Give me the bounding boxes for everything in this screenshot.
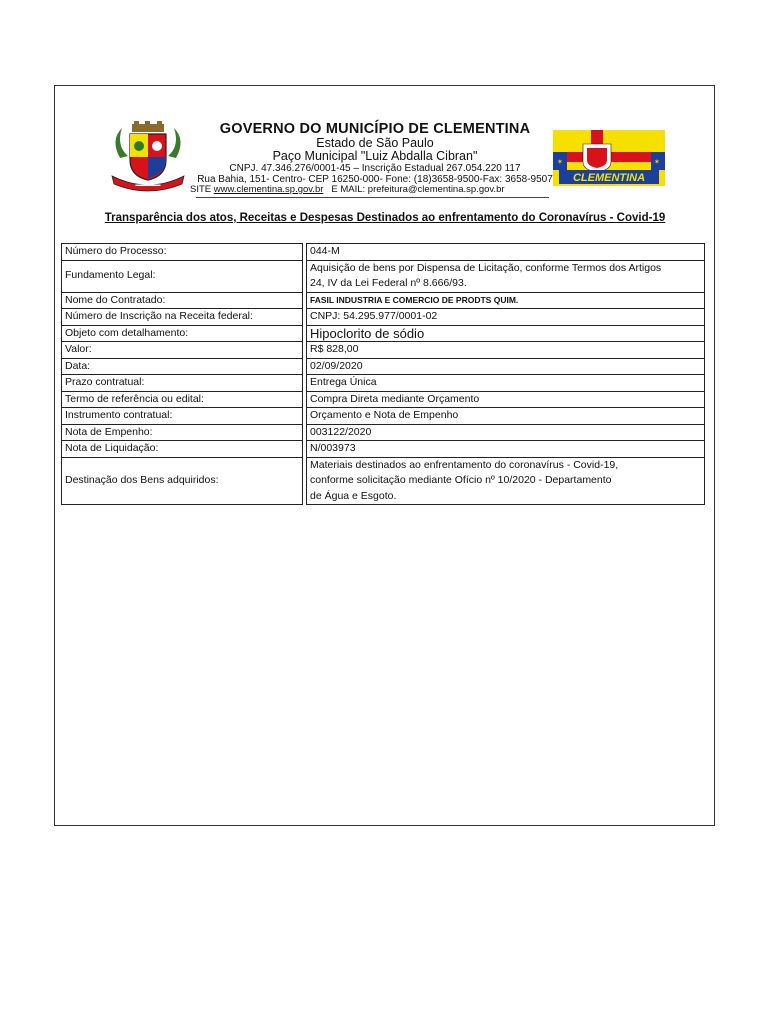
table-row — [62, 457, 705, 505]
table-row — [62, 309, 705, 326]
row-label: Fundamento Legal: — [62, 260, 303, 292]
svg-text:✶: ✶ — [654, 158, 660, 166]
row-value: Entrega Única — [307, 375, 705, 392]
table-row — [62, 391, 705, 408]
row-value — [307, 457, 705, 505]
value-line: Aquisição de bens por Dispensa de Licitação, conforme Termos dos Artigos — [310, 261, 662, 274]
row-value: 044-M — [307, 244, 705, 261]
header-address: Rua Bahia, 151- Centro- CEP 16250-000- Fone: (18)3658-9500-Fax: 3658-9507 — [197, 174, 553, 185]
site-link[interactable]: www.clementina.sp.gov.br — [213, 184, 324, 195]
row-value: 02/09/2020 — [307, 358, 705, 375]
row-value: Compra Direta mediante Orçamento — [307, 391, 705, 408]
table-row — [62, 424, 705, 441]
table-row — [62, 375, 705, 392]
table-row — [62, 325, 705, 342]
row-value: R$ 828,00 — [307, 342, 705, 359]
header-state: Estado de São Paulo — [316, 136, 434, 150]
header-cnpj: CNPJ. 47.346.276/0001-45 – Inscrição Estadual 267.054.220 117 — [229, 163, 521, 174]
row-label: Objeto com detalhamento: — [62, 325, 303, 342]
row-label: Destinação dos Bens adquiridos: — [62, 457, 303, 505]
table-row — [62, 408, 705, 425]
table-row — [62, 292, 705, 309]
document-title: Transparência dos atos, Receitas e Despesas Destinados ao enfrentamento do Coronavírus - Covid-19 — [104, 212, 666, 224]
value-line: Materiais destinados ao enfrentamento do coronavírus - Covid-19, — [310, 458, 619, 471]
row-value: FASIL INDUSTRIA E COMERCIO DE PRODTS QUIM. — [307, 292, 705, 309]
row-value: Orçamento e Nota de Empenho — [307, 408, 705, 425]
header-palace: Paço Municipal "Luiz Abdalla Cibran" — [272, 149, 478, 163]
site-label: SITE — [190, 184, 212, 195]
header-title: GOVERNO DO MUNICÍPIO DE CLEMENTINA — [219, 121, 531, 137]
row-label: Data: — [62, 358, 303, 375]
table-row — [62, 244, 705, 261]
svg-text:▬▬▬▬▬: ▬▬▬▬▬ — [135, 182, 161, 188]
email-link[interactable]: prefeitura@clementina.sp.gov.br — [367, 184, 505, 195]
table-row — [62, 358, 705, 375]
row-value: CNPJ: 54.295.977/0001-02 — [307, 309, 705, 326]
value-line: 24, IV da Lei Federal nº 8.666/93. — [310, 277, 467, 289]
flag-text: CLEMENTINA — [572, 172, 646, 184]
letterhead — [190, 121, 560, 195]
row-value: 003122/2020 — [307, 424, 705, 441]
table-row — [62, 441, 705, 458]
row-label: Número do Processo: — [62, 244, 303, 261]
svg-text:✶: ✶ — [557, 158, 563, 166]
row-label: Instrumento contratual: — [62, 408, 303, 425]
process-info-table — [61, 243, 705, 505]
coat-of-arms-icon — [106, 120, 190, 192]
row-value — [307, 260, 705, 292]
row-label: Prazo contratual: — [62, 375, 303, 392]
header-rule — [196, 197, 549, 198]
row-value: N/003973 — [307, 441, 705, 458]
table-row — [62, 260, 705, 292]
municipal-flag-icon — [553, 130, 665, 186]
header-site-line — [190, 185, 560, 195]
table-row — [62, 342, 705, 359]
row-label: Valor: — [62, 342, 303, 359]
row-label: Número de Inscrição na Receita federal: — [62, 309, 303, 326]
value-line: conforme solicitação mediante Ofício nº 10/2020 - Departamento — [310, 474, 612, 486]
value-line: de Água e Esgoto. — [310, 489, 397, 502]
row-label: Nome do Contratado: — [62, 292, 303, 309]
row-label: Nota de Liquidação: — [62, 441, 303, 458]
email-label: E MAIL: — [331, 184, 366, 195]
row-label: Termo de referência ou edital: — [62, 391, 303, 408]
row-value: Hipoclorito de sódio — [307, 325, 705, 342]
row-label: Nota de Empenho: — [62, 424, 303, 441]
